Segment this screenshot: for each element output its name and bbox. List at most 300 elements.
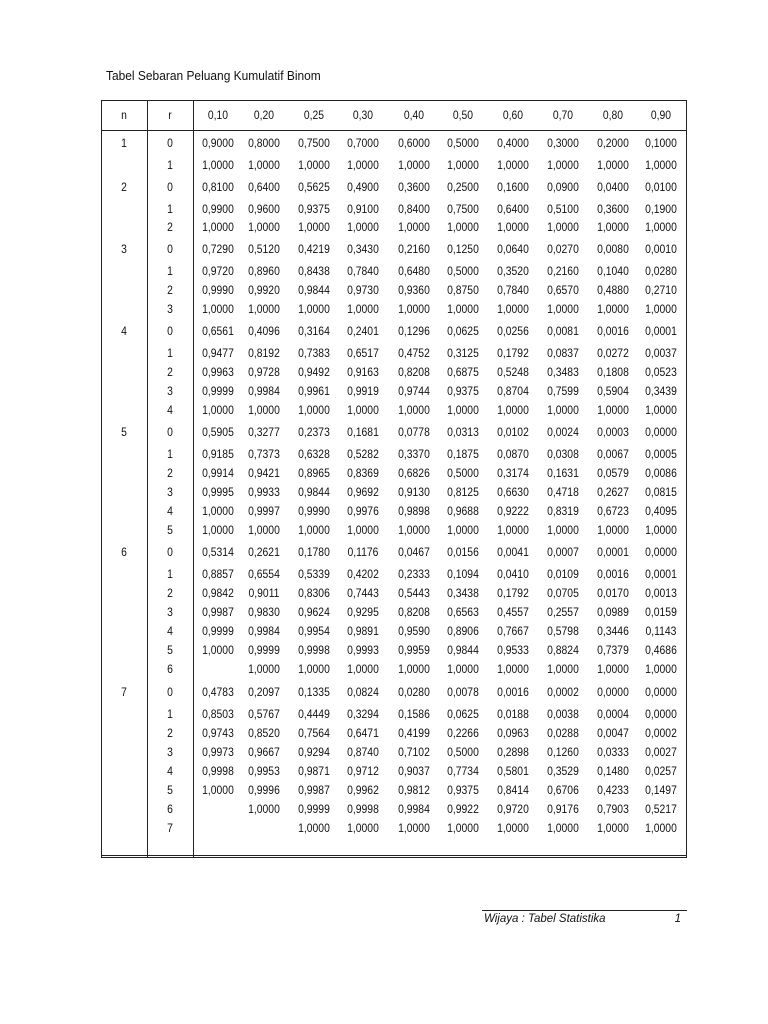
cell-value: 1,0000 <box>645 160 677 172</box>
cell-value: 1,0000 <box>298 304 330 316</box>
cell-value: 0,0963 <box>497 728 529 740</box>
cell-value: 0,9037 <box>398 766 430 778</box>
cell-r: 2 <box>167 588 173 600</box>
cell-value: 0,0038 <box>547 709 579 721</box>
cell-value: 0,9996 <box>248 785 280 797</box>
cell-value: 0,1335 <box>298 687 330 699</box>
cell-value: 0,9999 <box>202 386 234 398</box>
cell-value: 0,3294 <box>347 709 379 721</box>
cell-value: 1,0000 <box>547 525 579 537</box>
cell-value: 1,0000 <box>597 823 629 835</box>
cell-value: 0,8414 <box>497 785 529 797</box>
cell-value: 0,1681 <box>347 427 379 439</box>
cell-value: 0,9922 <box>447 804 479 816</box>
cell-value: 1,0000 <box>447 222 479 234</box>
cell-value: 0,4199 <box>398 728 430 740</box>
cell-value: 0,8503 <box>202 709 234 721</box>
cell-value: 0,9294 <box>298 747 330 759</box>
cell-value: 0,5443 <box>398 588 430 600</box>
cell-value: 0,9295 <box>347 607 379 619</box>
cell-value: 0,8208 <box>398 607 430 619</box>
header-r: r <box>168 110 172 122</box>
cell-value: 0,9421 <box>248 468 280 480</box>
cell-value: 0,8750 <box>447 285 479 297</box>
header-p-6: 0,60 <box>502 110 524 122</box>
cell-value: 0,9375 <box>447 785 479 797</box>
cell-value: 1,0000 <box>298 222 330 234</box>
cell-value: 0,0037 <box>645 348 677 360</box>
cell-value: 0,1040 <box>597 266 629 278</box>
cell-value: 0,0870 <box>497 449 529 461</box>
cell-value: 0,7840 <box>347 266 379 278</box>
cell-value: 0,1250 <box>447 244 479 256</box>
cell-value: 0,4096 <box>248 326 280 338</box>
cell-value: 0,9375 <box>298 204 330 216</box>
cell-value: 0,9185 <box>202 449 234 461</box>
cell-n <box>103 366 144 380</box>
cell-value: 1,0000 <box>248 304 280 316</box>
cell-n <box>103 448 144 462</box>
cell-value: 0,0078 <box>447 687 479 699</box>
cell-value: 1,0000 <box>597 304 629 316</box>
cell-r: 2 <box>167 468 173 480</box>
column-divider-r <box>193 100 194 858</box>
cell-value: 0,9987 <box>298 785 330 797</box>
cell-value: 0,0016 <box>597 326 629 338</box>
cell-value: 0,9624 <box>298 607 330 619</box>
cell-value: 0,9984 <box>398 804 430 816</box>
cell-value: 0,9375 <box>447 386 479 398</box>
cell-value: 0,9998 <box>298 645 330 657</box>
cell-n <box>103 727 144 741</box>
cell-value: 0,0778 <box>398 427 430 439</box>
cell-value: 1,0000 <box>447 664 479 676</box>
cell-value: 0,3000 <box>547 138 579 150</box>
cell-value: 0,5314 <box>202 547 234 559</box>
cell-value: 1,0000 <box>248 525 280 537</box>
cell-r: 0 <box>167 244 173 256</box>
cell-value: 0,5282 <box>347 449 379 461</box>
cell-value: 1,0000 <box>398 160 430 172</box>
cell-value: 1,0000 <box>497 664 529 676</box>
cell-value: 0,9844 <box>298 285 330 297</box>
cell-value: 1,0000 <box>547 222 579 234</box>
cell-value: 0,0016 <box>597 569 629 581</box>
cell-value: 0,6723 <box>597 506 629 518</box>
cell-value: 0,8369 <box>347 468 379 480</box>
cell-value: 0,7379 <box>597 645 629 657</box>
cell-value: 0,6563 <box>447 607 479 619</box>
cell-r: 2 <box>167 222 173 234</box>
cell-n: 3 <box>121 244 127 256</box>
cell-value: 0,9987 <box>202 607 234 619</box>
header-p-7: 0,70 <box>552 110 574 122</box>
cell-value: 0,9995 <box>202 487 234 499</box>
cell-value: 0,1480 <box>597 766 629 778</box>
header-p-5: 0,50 <box>452 110 474 122</box>
cell-value: 1,0000 <box>497 525 529 537</box>
cell-value: 0,9914 <box>202 468 234 480</box>
cell-value: 0,0109 <box>547 569 579 581</box>
cell-value: 1,0000 <box>447 160 479 172</box>
cell-value: 1,0000 <box>202 222 234 234</box>
cell-value: 0,9999 <box>248 645 280 657</box>
page-footer <box>482 910 687 925</box>
cell-value: 0,1792 <box>497 588 529 600</box>
cell-value: 0,4880 <box>597 285 629 297</box>
cell-n <box>103 303 144 317</box>
cell-value: 1,0000 <box>547 405 579 417</box>
cell-value: 1,0000 <box>547 160 579 172</box>
cell-value: 0,1586 <box>398 709 430 721</box>
header-n: n <box>121 110 127 122</box>
cell-value: 0,8100 <box>202 182 234 194</box>
cell-value: 0,0000 <box>645 547 677 559</box>
cell-value: 0,9730 <box>347 285 379 297</box>
cell-value: 0,2500 <box>447 182 479 194</box>
cell-r: 6 <box>167 664 173 676</box>
cell-r: 3 <box>167 487 173 499</box>
cell-value: 1,0000 <box>398 222 430 234</box>
cell-value: 1,0000 <box>347 160 379 172</box>
cell-value: 0,0102 <box>497 427 529 439</box>
cell-value: 1,0000 <box>597 160 629 172</box>
cell-value: 1,0000 <box>645 664 677 676</box>
cell-r: 7 <box>167 823 173 835</box>
cell-value: 0,9933 <box>248 487 280 499</box>
cell-value: 0,9744 <box>398 386 430 398</box>
header-p-2: 0,25 <box>303 110 325 122</box>
cell-value: 0,5801 <box>497 766 529 778</box>
cell-value: 0,4900 <box>347 182 379 194</box>
cell-value: 0,0280 <box>398 687 430 699</box>
cell-value: 1,0000 <box>645 222 677 234</box>
cell-value: 0,9954 <box>298 626 330 638</box>
cell-value: 0,0400 <box>597 182 629 194</box>
cell-value: 0,2898 <box>497 747 529 759</box>
cell-r: 5 <box>167 785 173 797</box>
cell-value: 0,9844 <box>298 487 330 499</box>
cell-value: 1,0000 <box>347 525 379 537</box>
cell-value: 0,5798 <box>547 626 579 638</box>
cell-value: 0,9984 <box>248 386 280 398</box>
cell-value: 0,6400 <box>248 182 280 194</box>
cell-n <box>103 524 144 538</box>
cell-value: 0,3164 <box>298 326 330 338</box>
cell-value: 0,9830 <box>248 607 280 619</box>
cell-value: 0,0156 <box>447 547 479 559</box>
cell-value: 1,0000 <box>248 664 280 676</box>
cell-value: 0,2627 <box>597 487 629 499</box>
cell-value: 0,9692 <box>347 487 379 499</box>
cell-value: 0,0081 <box>547 326 579 338</box>
cell-value: 0,0000 <box>645 687 677 699</box>
cell-value: 0,4233 <box>597 785 629 797</box>
column-divider-n <box>147 100 148 858</box>
cell-value: 0,6554 <box>248 569 280 581</box>
cell-value: 0,0625 <box>447 326 479 338</box>
cell-value: 0,3600 <box>597 204 629 216</box>
cell-value: 0,0824 <box>347 687 379 699</box>
cell-value: 1,0000 <box>248 405 280 417</box>
cell-value: 0,2000 <box>597 138 629 150</box>
cell-value: 0,4095 <box>645 506 677 518</box>
cell-value: 0,0000 <box>645 709 677 721</box>
cell-r: 0 <box>167 138 173 150</box>
cell-value: 0,7564 <box>298 728 330 740</box>
cell-value: 0,0308 <box>547 449 579 461</box>
cell-r: 2 <box>167 367 173 379</box>
cell-value: 0,3430 <box>347 244 379 256</box>
cell-value: 0,9973 <box>202 747 234 759</box>
cell-value: 0,9000 <box>202 138 234 150</box>
cell-value: 0,8306 <box>298 588 330 600</box>
cell-value: 0,1260 <box>547 747 579 759</box>
cell-value: 0,8960 <box>248 266 280 278</box>
cell-value: 0,9999 <box>202 626 234 638</box>
cell-value: 0,0001 <box>645 569 677 581</box>
page-title: Tabel Sebaran Peluang Kumulatif Binom <box>106 68 321 83</box>
cell-value: 1,0000 <box>447 823 479 835</box>
cell-r: 1 <box>167 348 173 360</box>
cell-value: 0,9720 <box>497 804 529 816</box>
header-p-8: 0,80 <box>602 110 624 122</box>
header-p-0: 0,10 <box>207 110 229 122</box>
cell-value: 0,8125 <box>447 487 479 499</box>
cell-value: 0,6561 <box>202 326 234 338</box>
cell-value: 0,9919 <box>347 386 379 398</box>
cell-value: 1,0000 <box>547 304 579 316</box>
cell-value: 0,9844 <box>447 645 479 657</box>
cell-value: 0,0013 <box>645 588 677 600</box>
cell-value: 0,4449 <box>298 709 330 721</box>
cell-value: 0,7667 <box>497 626 529 638</box>
cell-value: 0,4557 <box>497 607 529 619</box>
cell-value: 1,0000 <box>497 823 529 835</box>
cell-value: 0,6400 <box>497 204 529 216</box>
cell-value: 0,9728 <box>248 367 280 379</box>
cell-value: 0,7599 <box>547 386 579 398</box>
cell-value: 0,0280 <box>645 266 677 278</box>
cell-value: 0,7443 <box>347 588 379 600</box>
cell-value: 0,1808 <box>597 367 629 379</box>
cell-value: 0,0002 <box>547 687 579 699</box>
cell-value: 0,0837 <box>547 348 579 360</box>
cell-value: 0,4000 <box>497 138 529 150</box>
cell-value: 0,9360 <box>398 285 430 297</box>
cell-value: 0,8319 <box>547 506 579 518</box>
cell-n: 6 <box>121 547 127 559</box>
cell-n: 4 <box>121 326 127 338</box>
cell-n <box>103 404 144 418</box>
cell-value: 0,0467 <box>398 547 430 559</box>
cell-value: 1,0000 <box>202 405 234 417</box>
header-p-3: 0,30 <box>352 110 374 122</box>
cell-value: 1,0000 <box>298 664 330 676</box>
cell-value: 1,0000 <box>398 823 430 835</box>
cell-value: 1,0000 <box>497 405 529 417</box>
cell-value: 0,6706 <box>547 785 579 797</box>
cell-value: 0,3370 <box>398 449 430 461</box>
cell-n <box>103 486 144 500</box>
cell-value: 0,9712 <box>347 766 379 778</box>
cell-r: 2 <box>167 728 173 740</box>
header-p-1: 0,20 <box>253 110 275 122</box>
cell-r: 6 <box>167 804 173 816</box>
cell-value: 0,8740 <box>347 747 379 759</box>
cell-value: 0,5625 <box>298 182 330 194</box>
header-p-9: 0,90 <box>650 110 672 122</box>
cell-value: 1,0000 <box>398 525 430 537</box>
cell-value: 1,0000 <box>202 645 234 657</box>
cell-n: 5 <box>121 427 127 439</box>
cell-value: 0,7734 <box>447 766 479 778</box>
cell-value: 0,9477 <box>202 348 234 360</box>
cell-value: 1,0000 <box>497 160 529 172</box>
cell-n <box>103 708 144 722</box>
cell-value: 0,3438 <box>447 588 479 600</box>
cell-value: 0,1792 <box>497 348 529 360</box>
cell-value: 1,0000 <box>398 664 430 676</box>
cell-value: 0,9959 <box>398 645 430 657</box>
cell-n <box>103 746 144 760</box>
footer-source: Wijaya : Tabel Statistika <box>484 913 606 925</box>
cell-value: 0,7102 <box>398 747 430 759</box>
cell-value: 1,0000 <box>645 823 677 835</box>
cell-r: 2 <box>167 285 173 297</box>
cell-r: 1 <box>167 204 173 216</box>
cell-value: 0,4718 <box>547 487 579 499</box>
cell-value: 0,3600 <box>398 182 430 194</box>
cell-value: 1,0000 <box>347 664 379 676</box>
cell-value: 0,2621 <box>248 547 280 559</box>
cell-value: 0,9842 <box>202 588 234 600</box>
cell-value: 0,6630 <box>497 487 529 499</box>
cell-value: 1,0000 <box>298 160 330 172</box>
cell-value: 0,9130 <box>398 487 430 499</box>
cell-value: 0,9990 <box>202 285 234 297</box>
cell-n <box>103 822 144 836</box>
cell-value: 0,1631 <box>547 468 579 480</box>
cell-value: 0,0002 <box>645 728 677 740</box>
cell-value: 0,3483 <box>547 367 579 379</box>
cell-value: 0,1094 <box>447 569 479 581</box>
cell-r: 1 <box>167 709 173 721</box>
cell-n <box>103 284 144 298</box>
cell-value: 0,0010 <box>645 244 677 256</box>
cell-value: 0,8438 <box>298 266 330 278</box>
cell-value: 0,9962 <box>347 785 379 797</box>
cell-value: 0,0989 <box>597 607 629 619</box>
cell-r: 4 <box>167 506 173 518</box>
cell-value: 0,8965 <box>298 468 330 480</box>
cell-n <box>103 765 144 779</box>
cell-value: 0,6000 <box>398 138 430 150</box>
cell-value: 0,8192 <box>248 348 280 360</box>
cell-value: 0,0313 <box>447 427 479 439</box>
cell-n <box>103 159 144 173</box>
cell-value: 1,0000 <box>497 222 529 234</box>
cell-n <box>103 568 144 582</box>
cell-value: 0,3174 <box>497 468 529 480</box>
cell-value: 0,0000 <box>645 427 677 439</box>
cell-r: 5 <box>167 525 173 537</box>
cell-value: 1,0000 <box>202 506 234 518</box>
cell-r: 3 <box>167 386 173 398</box>
cell-value: 0,3125 <box>447 348 479 360</box>
cell-value: 0,6517 <box>347 348 379 360</box>
cell-value: 1,0000 <box>248 160 280 172</box>
cell-r: 4 <box>167 405 173 417</box>
header-p-4: 0,40 <box>403 110 425 122</box>
cell-r: 3 <box>167 304 173 316</box>
cell-value: 0,0523 <box>645 367 677 379</box>
cell-value <box>242 822 287 836</box>
cell-value: 1,0000 <box>248 222 280 234</box>
cell-value: 1,0000 <box>597 405 629 417</box>
cell-value: 0,2401 <box>347 326 379 338</box>
cell-value: 0,3439 <box>645 386 677 398</box>
cell-value: 0,6471 <box>347 728 379 740</box>
cell-value: 0,6826 <box>398 468 430 480</box>
cell-value: 0,0410 <box>497 569 529 581</box>
cell-value: 1,0000 <box>347 823 379 835</box>
cell-value: 0,5000 <box>447 468 479 480</box>
cell-r: 1 <box>167 449 173 461</box>
cell-value: 0,8208 <box>398 367 430 379</box>
cell-value: 0,6875 <box>447 367 479 379</box>
cell-value: 0,4783 <box>202 687 234 699</box>
cell-value: 1,0000 <box>347 222 379 234</box>
cell-value: 0,9999 <box>298 804 330 816</box>
cell-value: 0,9222 <box>497 506 529 518</box>
cell-value: 0,2266 <box>447 728 479 740</box>
cell-value: 0,5904 <box>597 386 629 398</box>
cell-value: 0,9667 <box>248 747 280 759</box>
cell-n <box>103 505 144 519</box>
cell-value: 0,0272 <box>597 348 629 360</box>
cell-value: 0,0001 <box>597 547 629 559</box>
cell-value: 0,8824 <box>547 645 579 657</box>
cell-value: 0,4219 <box>298 244 330 256</box>
cell-value: 0,0047 <box>597 728 629 740</box>
cell-value: 0,9743 <box>202 728 234 740</box>
cell-value: 0,0000 <box>597 687 629 699</box>
cell-value: 0,7500 <box>298 138 330 150</box>
cell-value: 0,5000 <box>447 266 479 278</box>
cell-value: 0,0027 <box>645 747 677 759</box>
cell-value: 0,8704 <box>497 386 529 398</box>
cell-r: 0 <box>167 326 173 338</box>
cell-value: 1,0000 <box>347 405 379 417</box>
cell-value: 0,0900 <box>547 182 579 194</box>
cell-value: 1,0000 <box>597 222 629 234</box>
cell-value: 0,0640 <box>497 244 529 256</box>
cell-value: 0,1296 <box>398 326 430 338</box>
cell-r: 3 <box>167 607 173 619</box>
cell-value: 0,6480 <box>398 266 430 278</box>
cell-n <box>103 606 144 620</box>
cell-value <box>196 803 241 817</box>
table-bottom-rule <box>101 855 687 856</box>
cell-value: 0,8000 <box>248 138 280 150</box>
cell-value: 0,0016 <box>497 687 529 699</box>
cell-value: 0,9871 <box>298 766 330 778</box>
cell-n: 7 <box>121 687 127 699</box>
cell-value: 0,8906 <box>447 626 479 638</box>
cell-value: 0,2710 <box>645 285 677 297</box>
cell-value: 1,0000 <box>645 525 677 537</box>
